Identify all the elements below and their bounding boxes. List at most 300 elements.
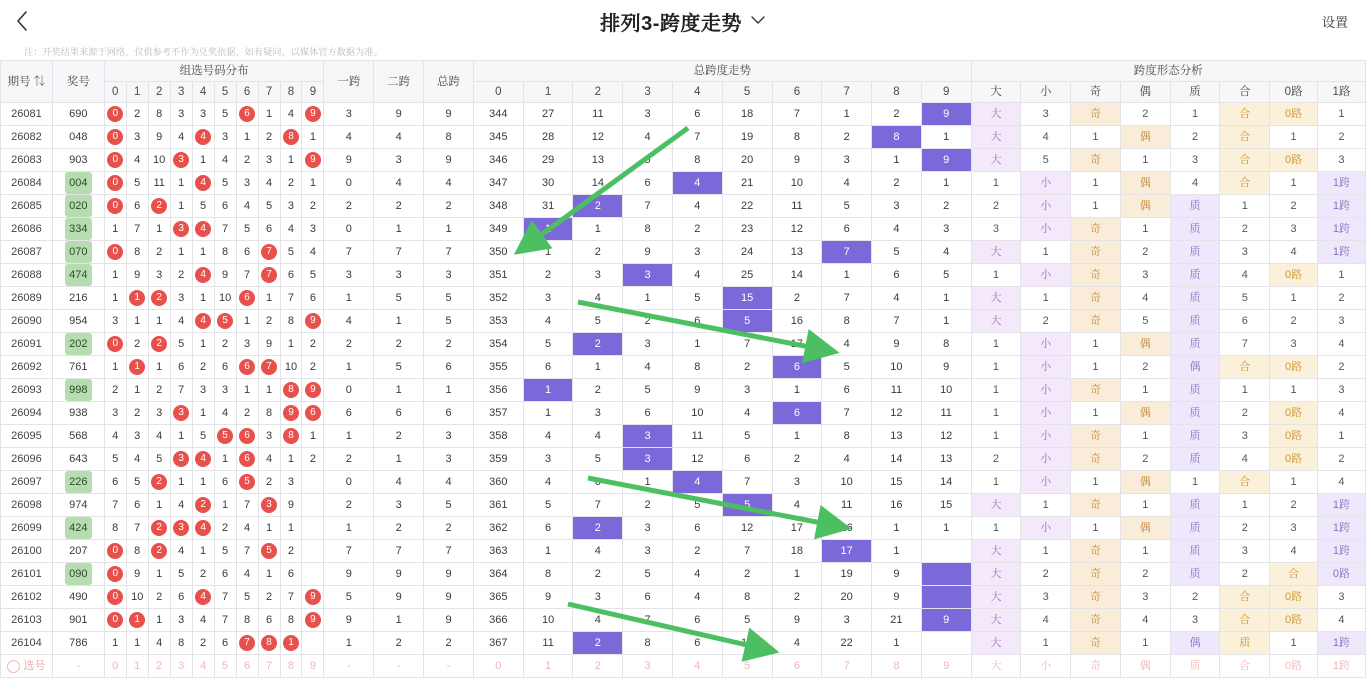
cell-shape-3[interactable]: 2 bbox=[1120, 241, 1170, 264]
cell-shape-6[interactable]: 1 bbox=[1270, 632, 1318, 655]
cell-span1[interactable]: 7 bbox=[324, 540, 374, 563]
pick-digit-3[interactable]: 3 bbox=[170, 655, 192, 678]
cell-trend-8[interactable]: 9 bbox=[872, 333, 922, 356]
cell-trend-2[interactable]: 11 bbox=[573, 103, 623, 126]
cell-issue[interactable]: 26084 bbox=[1, 172, 53, 195]
cell-digit-6[interactable]: 6 bbox=[236, 425, 258, 448]
cell-digit-2[interactable]: 1 bbox=[148, 356, 170, 379]
cell-shape-3[interactable]: 1 bbox=[1120, 218, 1170, 241]
cell-digit-7[interactable]: 9 bbox=[258, 333, 280, 356]
pick-shape-5[interactable]: 合 bbox=[1220, 655, 1270, 678]
pick-trend-2[interactable]: 2 bbox=[573, 655, 623, 678]
cell-trend-0[interactable]: 347 bbox=[473, 172, 523, 195]
cell-digit-0[interactable]: 8 bbox=[104, 517, 126, 540]
cell-shape-3[interactable]: 偶 bbox=[1120, 517, 1170, 540]
pick-shape-3[interactable]: 偶 bbox=[1120, 655, 1170, 678]
cell-trend-2[interactable]: 6 bbox=[573, 471, 623, 494]
cell-trend-9[interactable]: 1 bbox=[921, 172, 971, 195]
cell-digit-5[interactable]: 5 bbox=[214, 172, 236, 195]
cell-trend-5[interactable]: 6 bbox=[722, 448, 772, 471]
cell-digit-4[interactable]: 4 bbox=[192, 126, 214, 149]
cell-digit-0[interactable]: 0 bbox=[104, 241, 126, 264]
cell-digit-3[interactable]: 3 bbox=[170, 402, 192, 425]
cell-digit-5[interactable]: 5 bbox=[214, 540, 236, 563]
cell-trend-2[interactable]: 4 bbox=[573, 609, 623, 632]
pick-trend-7[interactable]: 7 bbox=[822, 655, 872, 678]
cell-digit-3[interactable]: 1 bbox=[170, 425, 192, 448]
cell-shape-1[interactable]: 3 bbox=[1021, 586, 1071, 609]
cell-prize[interactable]: 690 bbox=[52, 103, 104, 126]
cell-shape-4[interactable]: 质 bbox=[1170, 540, 1220, 563]
cell-span-total[interactable]: 2 bbox=[424, 195, 474, 218]
cell-digit-7[interactable]: 3 bbox=[258, 149, 280, 172]
cell-digit-3[interactable]: 5 bbox=[170, 563, 192, 586]
cell-trend-1[interactable]: 28 bbox=[523, 126, 573, 149]
cell-trend-4[interactable]: 9 bbox=[672, 379, 722, 402]
cell-span2[interactable]: 5 bbox=[374, 356, 424, 379]
cell-trend-3[interactable]: 3 bbox=[623, 517, 673, 540]
cell-trend-5[interactable]: 20 bbox=[722, 149, 772, 172]
cell-trend-9[interactable]: 9 bbox=[921, 356, 971, 379]
cell-trend-8[interactable]: 21 bbox=[872, 609, 922, 632]
cell-issue[interactable]: 26094 bbox=[1, 402, 53, 425]
cell-shape-6[interactable]: 0路 bbox=[1270, 448, 1318, 471]
cell-shape-4[interactable]: 偶 bbox=[1170, 356, 1220, 379]
cell-trend-3[interactable]: 6 bbox=[623, 172, 673, 195]
cell-digit-8[interactable]: 8 bbox=[280, 609, 302, 632]
cell-trend-5[interactable]: 12 bbox=[722, 517, 772, 540]
cell-shape-1[interactable]: 小 bbox=[1021, 333, 1071, 356]
cell-shape-5[interactable]: 合 bbox=[1220, 609, 1270, 632]
cell-shape-0[interactable]: 大 bbox=[971, 540, 1021, 563]
cell-shape-0[interactable]: 1 bbox=[971, 402, 1021, 425]
cell-shape-0[interactable]: 1 bbox=[971, 172, 1021, 195]
cell-digit-4[interactable]: 1 bbox=[192, 471, 214, 494]
cell-digit-7[interactable]: 1 bbox=[258, 563, 280, 586]
cell-trend-4[interactable]: 3 bbox=[672, 241, 722, 264]
cell-shape-3[interactable]: 1 bbox=[1120, 379, 1170, 402]
cell-span1[interactable]: 1 bbox=[324, 356, 374, 379]
cell-digit-1[interactable]: 4 bbox=[126, 149, 148, 172]
cell-span2[interactable]: 2 bbox=[374, 632, 424, 655]
cell-digit-6[interactable]: 5 bbox=[236, 218, 258, 241]
cell-span2[interactable]: 1 bbox=[374, 218, 424, 241]
cell-shape-0[interactable]: 大 bbox=[971, 126, 1021, 149]
cell-trend-8[interactable]: 4 bbox=[872, 218, 922, 241]
cell-trend-9[interactable]: 9 bbox=[921, 609, 971, 632]
cell-span2[interactable]: 3 bbox=[374, 494, 424, 517]
cell-shape-1[interactable]: 小 bbox=[1021, 264, 1071, 287]
cell-span1[interactable]: 3 bbox=[324, 103, 374, 126]
cell-prize[interactable]: 786 bbox=[52, 632, 104, 655]
pick-trend-1[interactable]: 1 bbox=[523, 655, 573, 678]
cell-trend-6[interactable]: 6 bbox=[772, 356, 822, 379]
cell-shape-7[interactable]: 1跨 bbox=[1317, 494, 1365, 517]
cell-trend-6[interactable]: 17 bbox=[772, 333, 822, 356]
cell-digit-8[interactable]: 7 bbox=[280, 586, 302, 609]
cell-trend-0[interactable]: 353 bbox=[473, 310, 523, 333]
cell-shape-7[interactable]: 3 bbox=[1317, 149, 1365, 172]
pick-trend-5[interactable]: 5 bbox=[722, 655, 772, 678]
table-row[interactable] bbox=[1, 402, 1366, 425]
cell-prize[interactable]: 090 bbox=[52, 563, 104, 586]
cell-trend-7[interactable]: 6 bbox=[822, 379, 872, 402]
cell-shape-7[interactable]: 1跨 bbox=[1317, 540, 1365, 563]
cell-issue[interactable]: 26086 bbox=[1, 218, 53, 241]
cell-span1[interactable]: 0 bbox=[324, 218, 374, 241]
cell-trend-1[interactable]: 1 bbox=[523, 379, 573, 402]
cell-shape-3[interactable]: 1 bbox=[1120, 149, 1170, 172]
cell-digit-6[interactable]: 2 bbox=[236, 402, 258, 425]
cell-digit-5[interactable]: 6 bbox=[214, 563, 236, 586]
cell-span-total[interactable]: 7 bbox=[424, 241, 474, 264]
cell-shape-6[interactable]: 1 bbox=[1270, 379, 1318, 402]
cell-digit-9[interactable]: 9 bbox=[302, 149, 324, 172]
cell-prize[interactable]: 974 bbox=[52, 494, 104, 517]
cell-shape-3[interactable]: 3 bbox=[1120, 264, 1170, 287]
cell-prize[interactable]: 226 bbox=[52, 471, 104, 494]
cell-issue[interactable]: 26092 bbox=[1, 356, 53, 379]
cell-shape-6[interactable]: 1 bbox=[1270, 287, 1318, 310]
cell-digit-7[interactable]: 1 bbox=[258, 517, 280, 540]
cell-issue[interactable]: 26091 bbox=[1, 333, 53, 356]
cell-digit-5[interactable]: 4 bbox=[214, 149, 236, 172]
cell-digit-5[interactable]: 6 bbox=[214, 195, 236, 218]
cell-trend-9[interactable] bbox=[921, 540, 971, 563]
cell-trend-8[interactable]: 1 bbox=[872, 540, 922, 563]
cell-digit-7[interactable]: 7 bbox=[258, 264, 280, 287]
cell-trend-6[interactable]: 1 bbox=[772, 379, 822, 402]
cell-digit-3[interactable]: 4 bbox=[170, 540, 192, 563]
cell-span-total[interactable]: 8 bbox=[424, 126, 474, 149]
cell-issue[interactable]: 26090 bbox=[1, 310, 53, 333]
cell-shape-6[interactable]: 1 bbox=[1270, 172, 1318, 195]
cell-prize[interactable]: 216 bbox=[52, 287, 104, 310]
cell-digit-0[interactable]: 3 bbox=[104, 310, 126, 333]
cell-shape-5[interactable]: 4 bbox=[1220, 448, 1270, 471]
cell-shape-1[interactable]: 4 bbox=[1021, 126, 1071, 149]
cell-digit-0[interactable]: 7 bbox=[104, 494, 126, 517]
cell-trend-3[interactable]: 5 bbox=[623, 563, 673, 586]
cell-shape-0[interactable]: 1 bbox=[971, 264, 1021, 287]
pick-shape-1[interactable]: 小 bbox=[1021, 655, 1071, 678]
cell-digit-7[interactable]: 4 bbox=[258, 172, 280, 195]
cell-trend-6[interactable]: 16 bbox=[772, 310, 822, 333]
cell-shape-0[interactable]: 2 bbox=[971, 448, 1021, 471]
cell-digit-4[interactable]: 1 bbox=[192, 540, 214, 563]
cell-trend-0[interactable]: 354 bbox=[473, 333, 523, 356]
cell-shape-0[interactable]: 大 bbox=[971, 632, 1021, 655]
cell-trend-2[interactable]: 7 bbox=[573, 494, 623, 517]
cell-trend-3[interactable]: 3 bbox=[623, 103, 673, 126]
table-row[interactable] bbox=[1, 264, 1366, 287]
cell-shape-2[interactable]: 奇 bbox=[1071, 586, 1121, 609]
cell-shape-4[interactable]: 质 bbox=[1170, 494, 1220, 517]
cell-digit-4[interactable]: 4 bbox=[192, 218, 214, 241]
table-row[interactable] bbox=[1, 494, 1366, 517]
cell-trend-3[interactable]: 5 bbox=[623, 379, 673, 402]
cell-digit-8[interactable]: 3 bbox=[280, 471, 302, 494]
cell-digit-2[interactable]: 1 bbox=[148, 218, 170, 241]
cell-prize[interactable]: 761 bbox=[52, 356, 104, 379]
pick-row[interactable] bbox=[1, 655, 1366, 678]
cell-prize[interactable]: 048 bbox=[52, 126, 104, 149]
cell-span-total[interactable]: 3 bbox=[424, 264, 474, 287]
cell-shape-1[interactable]: 小 bbox=[1021, 402, 1071, 425]
cell-digit-8[interactable]: 10 bbox=[280, 356, 302, 379]
cell-digit-0[interactable]: 4 bbox=[104, 425, 126, 448]
cell-span1[interactable]: 5 bbox=[324, 586, 374, 609]
cell-shape-2[interactable]: 奇 bbox=[1071, 540, 1121, 563]
cell-digit-7[interactable]: 1 bbox=[258, 103, 280, 126]
cell-trend-5[interactable]: 5 bbox=[722, 310, 772, 333]
cell-digit-0[interactable]: 0 bbox=[104, 540, 126, 563]
cell-shape-4[interactable]: 质 bbox=[1170, 425, 1220, 448]
cell-trend-9[interactable]: 9 bbox=[921, 149, 971, 172]
cell-shape-0[interactable]: 大 bbox=[971, 287, 1021, 310]
cell-span2[interactable]: 4 bbox=[374, 471, 424, 494]
cell-trend-1[interactable]: 8 bbox=[523, 563, 573, 586]
cell-trend-5[interactable]: 19 bbox=[722, 126, 772, 149]
cell-trend-2[interactable]: 13 bbox=[573, 149, 623, 172]
cell-trend-0[interactable]: 348 bbox=[473, 195, 523, 218]
cell-digit-0[interactable]: 2 bbox=[104, 379, 126, 402]
cell-span-total[interactable]: 9 bbox=[424, 563, 474, 586]
cell-digit-0[interactable]: 0 bbox=[104, 586, 126, 609]
cell-digit-8[interactable]: 6 bbox=[280, 563, 302, 586]
cell-shape-7[interactable]: 3 bbox=[1317, 586, 1365, 609]
cell-span2[interactable]: 2 bbox=[374, 517, 424, 540]
cell-span1[interactable]: 2 bbox=[324, 333, 374, 356]
cell-digit-9[interactable]: 5 bbox=[302, 264, 324, 287]
cell-trend-4[interactable]: 12 bbox=[672, 448, 722, 471]
cell-span1[interactable]: 6 bbox=[324, 402, 374, 425]
cell-digit-7[interactable]: 8 bbox=[258, 402, 280, 425]
cell-digit-7[interactable]: 6 bbox=[258, 218, 280, 241]
cell-shape-6[interactable]: 0路 bbox=[1270, 586, 1318, 609]
cell-shape-6[interactable]: 3 bbox=[1270, 517, 1318, 540]
cell-shape-5[interactable]: 2 bbox=[1220, 517, 1270, 540]
cell-trend-0[interactable]: 358 bbox=[473, 425, 523, 448]
cell-trend-9[interactable]: 1 bbox=[921, 517, 971, 540]
cell-trend-2[interactable]: 2 bbox=[573, 517, 623, 540]
cell-trend-2[interactable]: 12 bbox=[573, 126, 623, 149]
cell-shape-6[interactable]: 0路 bbox=[1270, 264, 1318, 287]
cell-trend-8[interactable]: 1 bbox=[872, 149, 922, 172]
cell-shape-4[interactable]: 质 bbox=[1170, 402, 1220, 425]
cell-digit-1[interactable]: 2 bbox=[126, 402, 148, 425]
pick-trend-0[interactable]: 0 bbox=[473, 655, 523, 678]
pick-shape-6[interactable]: 0路 bbox=[1270, 655, 1318, 678]
cell-shape-4[interactable]: 2 bbox=[1170, 586, 1220, 609]
cell-digit-0[interactable]: 3 bbox=[104, 402, 126, 425]
cell-digit-4[interactable]: 4 bbox=[192, 172, 214, 195]
cell-shape-5[interactable]: 2 bbox=[1220, 402, 1270, 425]
cell-trend-6[interactable]: 1 bbox=[772, 563, 822, 586]
cell-shape-4[interactable]: 3 bbox=[1170, 149, 1220, 172]
cell-trend-7[interactable]: 8 bbox=[822, 310, 872, 333]
cell-digit-7[interactable]: 7 bbox=[258, 356, 280, 379]
cell-trend-1[interactable]: 29 bbox=[523, 149, 573, 172]
cell-trend-8[interactable]: 9 bbox=[872, 563, 922, 586]
cell-shape-5[interactable]: 3 bbox=[1220, 540, 1270, 563]
cell-digit-1[interactable]: 6 bbox=[126, 494, 148, 517]
cell-shape-7[interactable]: 2 bbox=[1317, 356, 1365, 379]
cell-trend-0[interactable]: 363 bbox=[473, 540, 523, 563]
cell-trend-1[interactable]: 1 bbox=[523, 540, 573, 563]
cell-trend-3[interactable]: 9 bbox=[623, 241, 673, 264]
cell-trend-9[interactable] bbox=[921, 586, 971, 609]
cell-digit-6[interactable]: 6 bbox=[236, 287, 258, 310]
cell-digit-5[interactable]: 6 bbox=[214, 471, 236, 494]
cell-span1[interactable]: 2 bbox=[324, 195, 374, 218]
cell-trend-0[interactable]: 352 bbox=[473, 287, 523, 310]
table-row[interactable] bbox=[1, 448, 1366, 471]
cell-trend-7[interactable]: 2 bbox=[822, 126, 872, 149]
cell-trend-2[interactable]: 3 bbox=[573, 264, 623, 287]
cell-trend-4[interactable]: 6 bbox=[672, 310, 722, 333]
cell-digit-5[interactable]: 7 bbox=[214, 586, 236, 609]
cell-digit-8[interactable]: 1 bbox=[280, 517, 302, 540]
cell-trend-3[interactable]: 2 bbox=[623, 310, 673, 333]
cell-shape-4[interactable]: 质 bbox=[1170, 379, 1220, 402]
cell-digit-0[interactable]: 0 bbox=[104, 172, 126, 195]
cell-shape-0[interactable]: 1 bbox=[971, 333, 1021, 356]
cell-issue[interactable]: 26095 bbox=[1, 425, 53, 448]
table-row[interactable] bbox=[1, 287, 1366, 310]
cell-shape-0[interactable]: 大 bbox=[971, 586, 1021, 609]
cell-digit-7[interactable]: 5 bbox=[258, 195, 280, 218]
cell-trend-0[interactable]: 359 bbox=[473, 448, 523, 471]
cell-trend-2[interactable]: 5 bbox=[573, 448, 623, 471]
cell-trend-2[interactable]: 2 bbox=[573, 195, 623, 218]
cell-digit-1[interactable]: 4 bbox=[126, 448, 148, 471]
table-row[interactable] bbox=[1, 379, 1366, 402]
cell-trend-7[interactable]: 5 bbox=[822, 356, 872, 379]
cell-shape-6[interactable]: 2 bbox=[1270, 195, 1318, 218]
cell-shape-4[interactable]: 4 bbox=[1170, 172, 1220, 195]
cell-digit-5[interactable]: 4 bbox=[214, 402, 236, 425]
cell-shape-0[interactable]: 大 bbox=[971, 609, 1021, 632]
cell-digit-5[interactable]: 7 bbox=[214, 218, 236, 241]
cell-shape-0[interactable]: 1 bbox=[971, 356, 1021, 379]
cell-trend-7[interactable]: 8 bbox=[822, 425, 872, 448]
cell-trend-6[interactable]: 3 bbox=[772, 471, 822, 494]
cell-trend-7[interactable]: 11 bbox=[822, 494, 872, 517]
trend-table-container[interactable] bbox=[0, 60, 1366, 672]
cell-shape-5[interactable]: 5 bbox=[1220, 287, 1270, 310]
cell-digit-4[interactable]: 1 bbox=[192, 149, 214, 172]
cell-shape-3[interactable]: 1 bbox=[1120, 494, 1170, 517]
pick-digit-9[interactable]: 9 bbox=[302, 655, 324, 678]
cell-digit-3[interactable]: 3 bbox=[170, 287, 192, 310]
cell-trend-0[interactable]: 364 bbox=[473, 563, 523, 586]
cell-span-total[interactable]: 3 bbox=[424, 448, 474, 471]
cell-span2[interactable]: 2 bbox=[374, 195, 424, 218]
cell-digit-6[interactable]: 6 bbox=[236, 241, 258, 264]
cell-shape-1[interactable]: 1 bbox=[1021, 494, 1071, 517]
pick-trend-6[interactable]: 6 bbox=[772, 655, 822, 678]
cell-trend-7[interactable]: 6 bbox=[822, 218, 872, 241]
cell-trend-7[interactable]: 4 bbox=[822, 448, 872, 471]
cell-span2[interactable]: 7 bbox=[374, 241, 424, 264]
cell-shape-5[interactable]: 合 bbox=[1220, 103, 1270, 126]
cell-digit-8[interactable]: 3 bbox=[280, 195, 302, 218]
cell-digit-8[interactable]: 1 bbox=[280, 448, 302, 471]
cell-digit-6[interactable]: 6 bbox=[236, 103, 258, 126]
cell-trend-5[interactable]: 3 bbox=[722, 379, 772, 402]
cell-span2[interactable]: 4 bbox=[374, 172, 424, 195]
cell-span2[interactable]: 9 bbox=[374, 103, 424, 126]
cell-span1[interactable]: 0 bbox=[324, 379, 374, 402]
cell-trend-1[interactable]: 5 bbox=[523, 333, 573, 356]
cell-digit-2[interactable]: 2 bbox=[148, 540, 170, 563]
cell-digit-9[interactable] bbox=[302, 540, 324, 563]
cell-digit-1[interactable]: 1 bbox=[126, 609, 148, 632]
cell-digit-8[interactable]: 5 bbox=[280, 241, 302, 264]
cell-trend-7[interactable]: 19 bbox=[822, 563, 872, 586]
cell-digit-4[interactable]: 3 bbox=[192, 103, 214, 126]
cell-span-total[interactable]: 5 bbox=[424, 287, 474, 310]
cell-digit-6[interactable]: 5 bbox=[236, 586, 258, 609]
cell-digit-6[interactable]: 3 bbox=[236, 333, 258, 356]
cell-digit-3[interactable]: 7 bbox=[170, 379, 192, 402]
cell-digit-3[interactable]: 5 bbox=[170, 333, 192, 356]
cell-digit-3[interactable]: 4 bbox=[170, 494, 192, 517]
cell-digit-1[interactable]: 1 bbox=[126, 310, 148, 333]
cell-digit-7[interactable]: 2 bbox=[258, 471, 280, 494]
cell-digit-2[interactable]: 1 bbox=[148, 310, 170, 333]
cell-digit-0[interactable]: 1 bbox=[104, 218, 126, 241]
cell-shape-2[interactable]: 奇 bbox=[1071, 241, 1121, 264]
cell-shape-0[interactable]: 大 bbox=[971, 103, 1021, 126]
cell-digit-8[interactable]: 4 bbox=[280, 218, 302, 241]
cell-digit-4[interactable]: 1 bbox=[192, 333, 214, 356]
cell-digit-5[interactable]: 1 bbox=[214, 448, 236, 471]
cell-span2[interactable]: 3 bbox=[374, 264, 424, 287]
cell-span2[interactable]: 5 bbox=[374, 287, 424, 310]
cell-digit-4[interactable]: 2 bbox=[192, 563, 214, 586]
pick-trend-4[interactable]: 4 bbox=[672, 655, 722, 678]
cell-span1[interactable]: 4 bbox=[324, 126, 374, 149]
cell-shape-4[interactable]: 质 bbox=[1170, 241, 1220, 264]
cell-trend-2[interactable]: 2 bbox=[573, 241, 623, 264]
cell-span-total[interactable]: 4 bbox=[424, 172, 474, 195]
cell-trend-2[interactable]: 2 bbox=[573, 333, 623, 356]
cell-trend-1[interactable]: 30 bbox=[523, 172, 573, 195]
cell-digit-3[interactable]: 3 bbox=[170, 448, 192, 471]
cell-span-total[interactable]: 2 bbox=[424, 333, 474, 356]
cell-issue[interactable]: 26081 bbox=[1, 103, 53, 126]
cell-digit-4[interactable]: 1 bbox=[192, 287, 214, 310]
cell-span1[interactable]: 9 bbox=[324, 149, 374, 172]
cell-shape-4[interactable]: 偶 bbox=[1170, 632, 1220, 655]
cell-digit-3[interactable]: 3 bbox=[170, 218, 192, 241]
cell-trend-4[interactable]: 5 bbox=[672, 494, 722, 517]
cell-shape-0[interactable]: 2 bbox=[971, 195, 1021, 218]
cell-digit-0[interactable]: 0 bbox=[104, 333, 126, 356]
cell-shape-4[interactable]: 质 bbox=[1170, 333, 1220, 356]
cell-prize[interactable]: 903 bbox=[52, 149, 104, 172]
cell-trend-3[interactable]: 4 bbox=[623, 126, 673, 149]
cell-prize[interactable]: 998 bbox=[52, 379, 104, 402]
cell-trend-6[interactable]: 7 bbox=[772, 103, 822, 126]
cell-digit-2[interactable]: 2 bbox=[148, 333, 170, 356]
cell-digit-8[interactable]: 7 bbox=[280, 287, 302, 310]
cell-digit-8[interactable]: 8 bbox=[280, 379, 302, 402]
cell-shape-0[interactable]: 大 bbox=[971, 563, 1021, 586]
cell-trend-2[interactable]: 4 bbox=[573, 425, 623, 448]
